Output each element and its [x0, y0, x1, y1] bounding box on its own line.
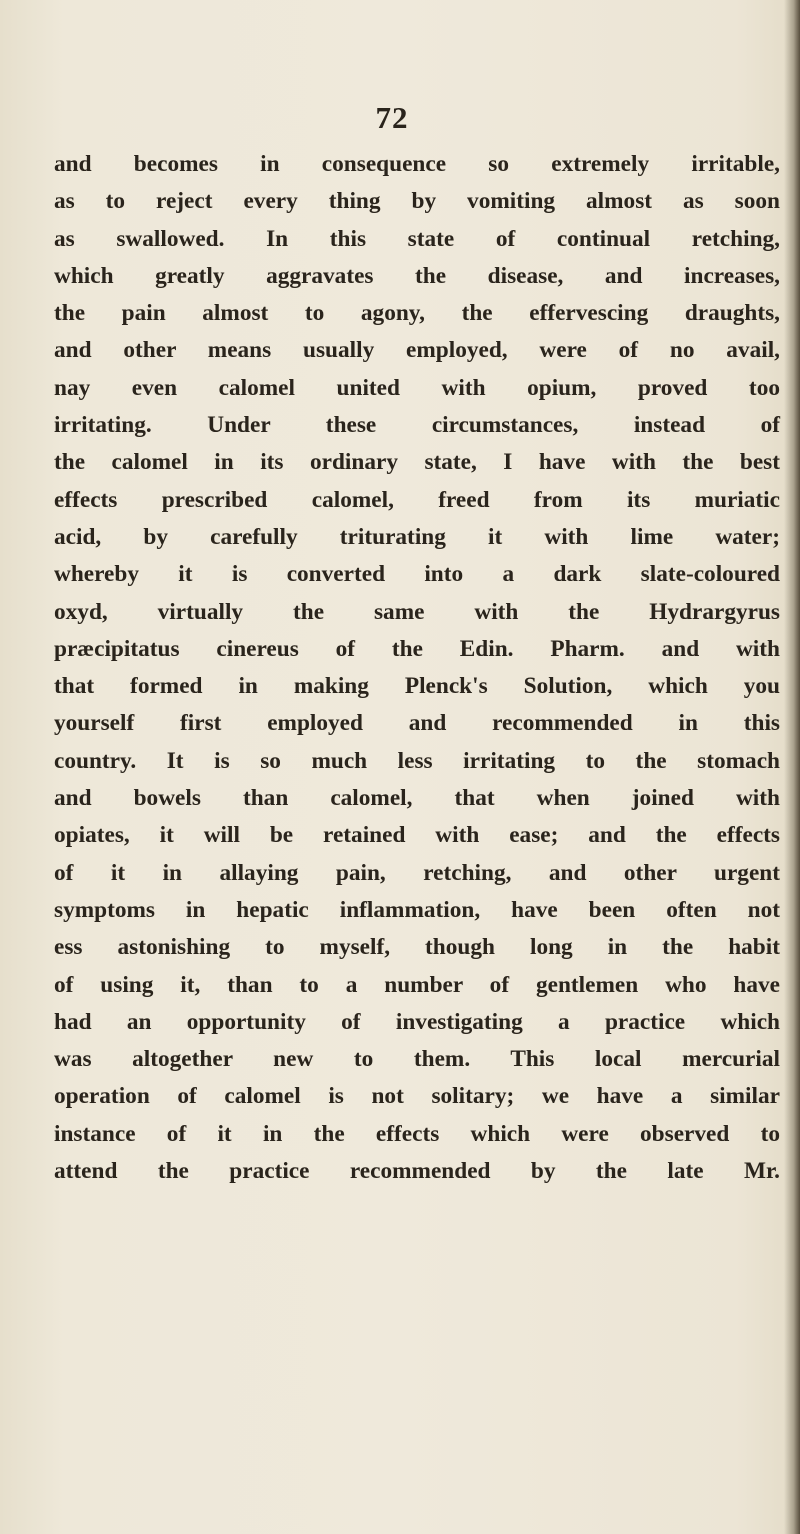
text-line: had an opportunity of investigating a practice which [54, 1008, 780, 1035]
text-line: irritating. Under these circumstances, instead of [54, 412, 780, 439]
body-text [54, 146, 780, 1190]
text-line: instance of it in the effects which were observed to [54, 1120, 780, 1147]
text-line: oxyd, virtually the same with the Hydrargyrus [54, 598, 780, 625]
page-number: 72 [375, 100, 409, 135]
text-line: country. It is so much less irritating to the stomach [54, 747, 780, 774]
text-line: and becomes in consequence so extremely irritable, [54, 151, 780, 177]
text-line: effects prescribed calomel, freed from its muriatic [54, 486, 780, 513]
text-line: operation of calomel is not solitary; we have a similar [54, 1083, 780, 1110]
text-line: and other means usually employed, were of no avail, [54, 337, 780, 364]
text-line: acid, by carefully triturating it with lime water; [54, 523, 780, 550]
page-edge-shadow [784, 0, 800, 1534]
text-line: and bowels than calomel, that when joined with [54, 785, 780, 812]
text-line: ess astonishing to myself, though long in the habit [54, 934, 780, 961]
text-line: whereby it is converted into a dark slate-coloured [54, 561, 780, 588]
text-line: the calomel in its ordinary state, I have with the best [54, 449, 780, 476]
text-line: was altogether new to them. This local mercurial [54, 1046, 780, 1073]
text-line: which greatly aggravates the disease, and increases, [54, 262, 780, 289]
text-line: the pain almost to agony, the effervescing draughts, [54, 300, 780, 327]
text-line: yourself first employed and recommended in this [54, 710, 780, 737]
text-line: symptoms in hepatic inflammation, have been often not [54, 896, 780, 923]
text-line: opiates, it will be retained with ease; and the effects [54, 822, 780, 849]
text-line: of it in allaying pain, retching, and other urgent [54, 859, 780, 886]
text-line: of using it, than to a number of gentlemen who have [54, 971, 780, 998]
text-line: præcipitatus cinereus of the Edin. Pharm. and with [54, 635, 780, 662]
text-line: as swallowed. In this state of continual retching, [54, 225, 780, 252]
text-line: that formed in making Plenck's Solution, which you [54, 673, 780, 700]
text-line: as to reject every thing by vomiting almost as soon [54, 188, 780, 215]
text-line: nay even calomel united with opium, proved too [54, 374, 780, 401]
text-line: attend the practice recommended by the late Mr. [54, 1158, 780, 1185]
